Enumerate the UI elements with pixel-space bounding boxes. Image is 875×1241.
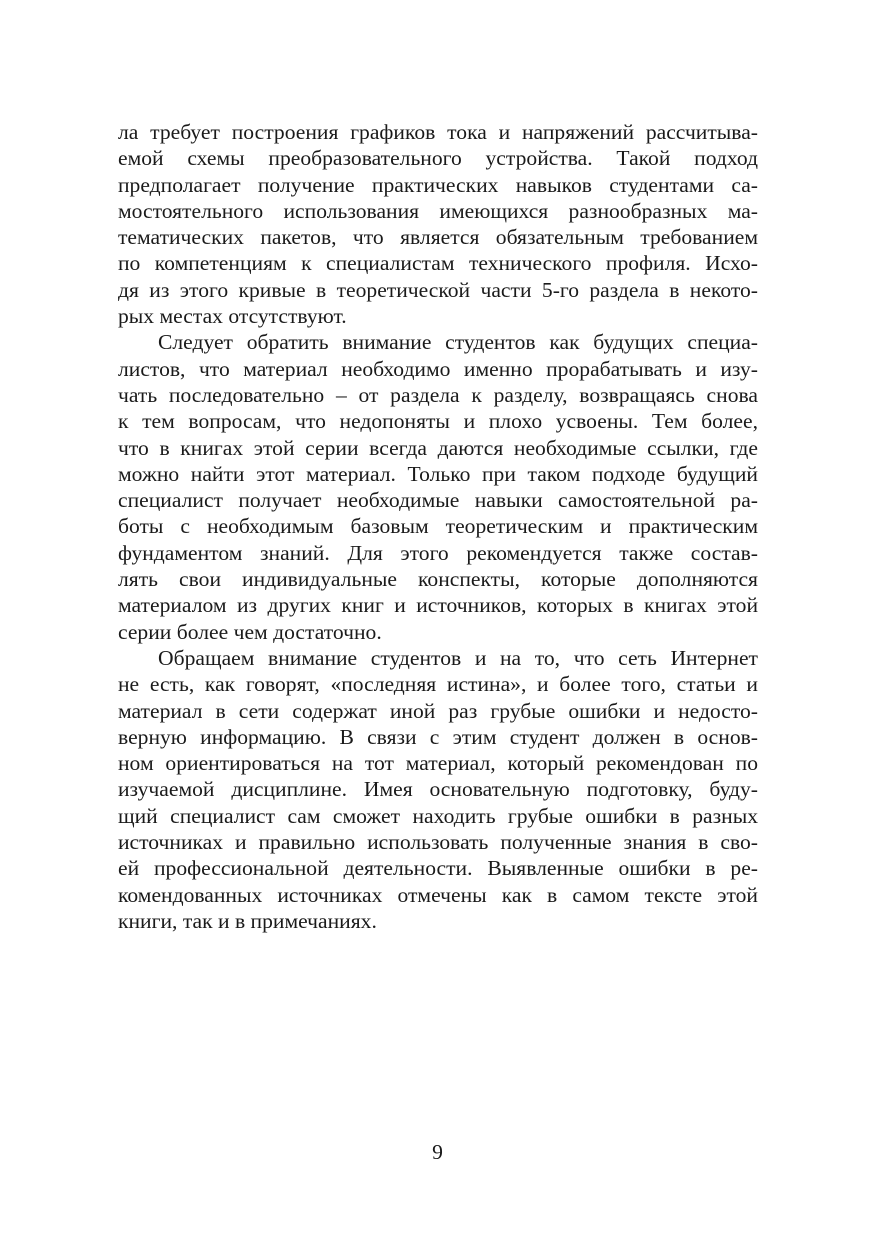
paragraph-2-line-12: серии более чем достаточно. [118, 619, 382, 644]
paragraph-3-line-4: верную информацию. В связи с этим студент должен в основ- [118, 724, 758, 749]
paragraph-3-line-6: изучаемой дисциплине. Имея основательную подготовку, буду- [118, 777, 758, 802]
paragraph-2-line-6: можно найти этот материал. Только при таком подходе будущий [118, 461, 758, 486]
paragraph-1-line-4: мостоятельного использования имеющихся разнообразных ма- [118, 198, 758, 223]
paragraph-1-line-2: емой схемы преобразовательного устройства. Такой подход [118, 146, 758, 171]
page-number: 9 [432, 1140, 443, 1164]
paragraph-1-line-3: предполагает получение практических навыков студентами са- [118, 172, 758, 197]
paragraph-2-line-3: чать последовательно – от раздела к разделу, возвращаясь снова [118, 382, 758, 407]
paragraph-1-line-7: дя из этого кривые в теоретической части 5-го раздела в некото- [118, 277, 758, 302]
paragraph-2-line-9: фундаментом знаний. Для этого рекомендуется также состав- [118, 540, 758, 565]
paragraph-2-line-11: материалом из других книг и источников, которых в книгах этой [118, 593, 758, 618]
paragraph-2-line-5: что в книгах этой серии всегда даются необходимые ссылки, где [118, 435, 758, 460]
paragraph-2-line-7: специалист получает необходимые навыки самостоятельной ра- [118, 488, 758, 513]
paragraph-3-line-1: Обращаем внимание студентов и на то, что сеть Интернет [158, 645, 758, 670]
paragraph-3-line-3: материал в сети содержат иной раз грубые ошибки и недосто- [118, 698, 758, 723]
paragraph-3-line-5: ном ориентироваться на тот материал, который рекомендован по [118, 751, 758, 776]
paragraph-2-line-2: листов, что материал необходимо именно прорабатывать и изу- [118, 356, 758, 381]
body-text [118, 119, 758, 934]
paragraph-1-line-1: ла требует построения графиков тока и напряжений рассчитыва- [118, 120, 758, 144]
paragraph-1-line-8: рых местах отсутствуют. [118, 304, 347, 329]
paragraph-1-line-5: тематических пакетов, что является обязательным требованием [118, 225, 758, 250]
paragraph-3-line-2: не есть, как говорят, «последняя истина», и более того, статьи и [118, 672, 758, 697]
paragraph-2-line-8: боты с необходимым базовым теоретическим и практическим [118, 514, 758, 539]
paragraph-1-line-6: по компетенциям к специалистам технического профиля. Исхо- [118, 251, 758, 276]
paragraph-3-line-8: источниках и правильно использовать полученные знания в сво- [118, 830, 758, 855]
paragraph-2-line-1: Следует обратить внимание студентов как будущих специа- [158, 330, 758, 355]
paragraph-2-line-10: лять свои индивидуальные конспекты, которые дополняются [118, 567, 758, 592]
paragraph-3-line-7: щий специалист сам сможет находить грубые ошибки в разных [118, 803, 758, 828]
paragraph-3-line-10: комендованных источниках отмечены как в самом тексте этой [118, 882, 758, 907]
paragraph-2-line-4: к тем вопросам, что недопоняты и плохо усвоены. Тем более, [118, 409, 758, 434]
paragraph-3-line-9: ей профессиональной деятельности. Выявленные ошибки в ре- [118, 856, 758, 881]
paragraph-3-line-11: книги, так и в примечаниях. [118, 908, 377, 933]
